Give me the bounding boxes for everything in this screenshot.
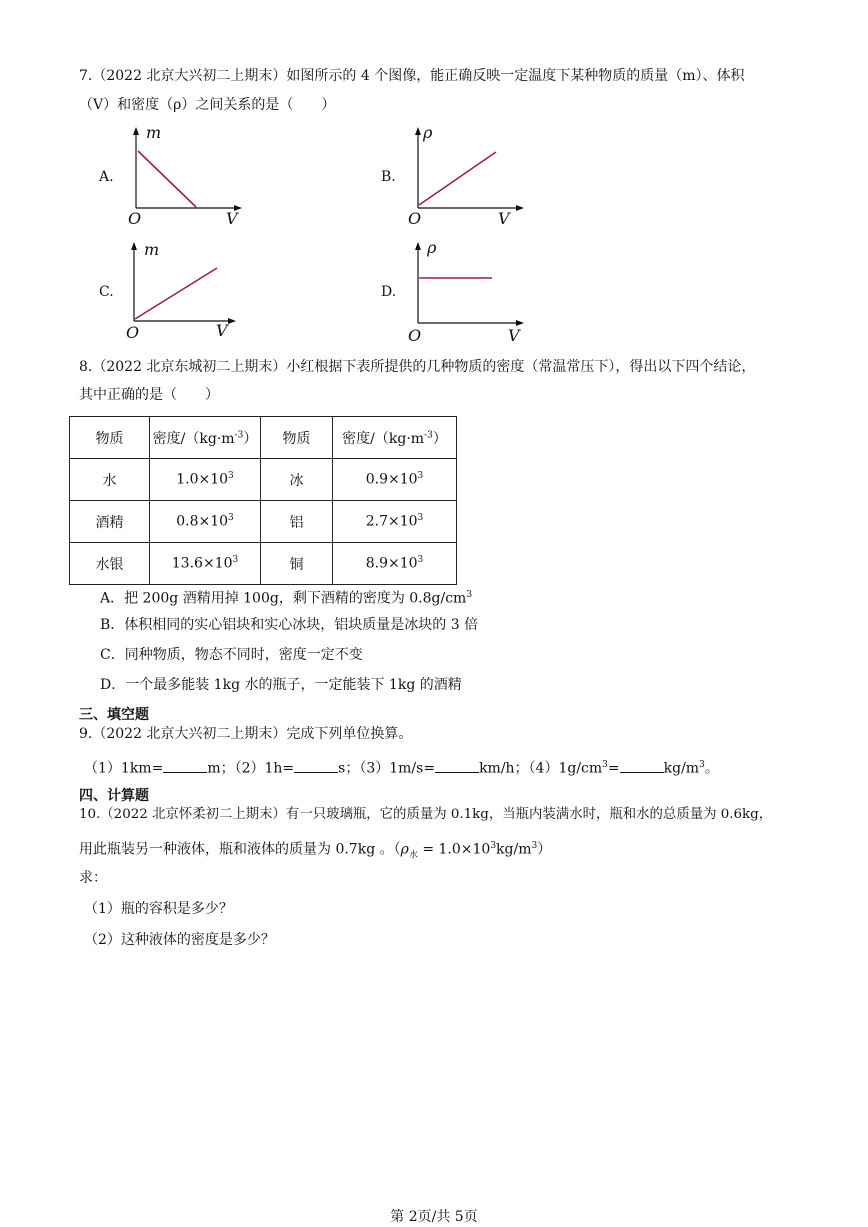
q7-line1: 7.（2022 北京大兴初二上期末）如图所示的 4 个图像，能正确反映一定温度下某种物质的质量（m）、体积 <box>79 68 745 84</box>
table-cell: $8.9\times 10^3$ <box>333 543 457 585</box>
q10-sub2: （2）这种液体的密度是多少？ <box>84 932 275 948</box>
graph-b-x-label: V <box>498 209 510 228</box>
graph-c-y-label: m <box>144 240 160 259</box>
table-header-cell: 物质 <box>261 417 333 459</box>
graph-c-origin: O <box>126 323 140 342</box>
q8-line1: 8.（2022 北京东城初二上期末）小红根据下表所提供的几种物质的密度（常温常压下），得出以下四个结论， <box>79 359 756 375</box>
graph-c-x-label: V <box>216 321 228 340</box>
table-cell: 水银 <box>70 543 150 585</box>
q7-graph-a <box>126 125 256 229</box>
table-cell: $1.0\times 10^3$ <box>150 459 261 501</box>
graph-b-y-label: ρ <box>423 123 433 142</box>
q7-option-b-label: B. <box>381 169 396 185</box>
table-cell: $0.8\times 10^3$ <box>150 501 261 543</box>
graph-d-origin: O <box>408 326 422 345</box>
q8-line2: 其中正确的是（ ） <box>79 387 219 403</box>
blank-1 <box>163 758 207 773</box>
table-cell: 冰 <box>261 459 333 501</box>
q7-graph-c <box>124 240 254 344</box>
q8-option-c: C．同种物质，物态不同时，密度一定不变 <box>100 647 363 663</box>
table-cell: $0.9\times 10^3$ <box>333 459 457 501</box>
table-row <box>70 543 457 585</box>
q10-ask: 求： <box>79 870 107 886</box>
graph-a-y-label: m <box>146 123 162 142</box>
table-cell: 铝 <box>261 501 333 543</box>
q7-line2: （V）和密度（ρ）之间关系的是（ ） <box>79 97 336 113</box>
graph-a-origin: O <box>128 209 142 228</box>
table-header-cell: 密度$/(kg\cdot m^{-3})$ <box>333 417 457 459</box>
q7-option-a-label: A. <box>99 169 114 185</box>
section-fill-in-title: 三、填空题 <box>79 707 149 723</box>
q7-graph-b <box>408 125 538 229</box>
graph-b-line <box>419 152 496 205</box>
graph-a-x-label: V <box>226 209 238 228</box>
blank-2 <box>294 758 338 773</box>
density-table <box>69 416 457 585</box>
table-cell: $13.6\times 10^3$ <box>150 543 261 585</box>
graph-c-line <box>135 268 217 319</box>
table-header-row <box>70 417 457 459</box>
graph-b-origin: O <box>408 209 422 228</box>
q10-line1: 10.（2022 北京怀柔初二上期末）有一只玻璃瓶，它的质量为 0.1kg，当瓶内装满水时，瓶和水的总质量为 0.6kg， <box>79 807 773 822</box>
q8-option-d: D．一个最多能装 1kg 水的瓶子，一定能装下 1kg 的酒精 <box>100 677 462 693</box>
q9-line1: 9.（2022 北京大兴初二上期末）完成下列单位换算。 <box>79 726 413 742</box>
table-header-cell: 物质 <box>70 417 150 459</box>
q7-option-c-label: C. <box>99 284 114 300</box>
table-row <box>70 459 457 501</box>
graph-d-x-label: V <box>508 326 520 345</box>
q8-option-a: A．把 200g 酒精用掉 100g，剩下酒精的密度为 $0.8g/cm^3$ <box>100 590 473 607</box>
blank-4 <box>620 758 664 773</box>
q8-option-b: B．体积相同的实心铝块和实心冰块，铝块质量是冰块的 3 倍 <box>100 617 479 633</box>
table-cell: 水 <box>70 459 150 501</box>
page-footer: 第 2页/共 5页 <box>390 1209 478 1225</box>
table-cell: 铜 <box>261 543 333 585</box>
table-row <box>70 501 457 543</box>
graph-a-line <box>138 151 196 207</box>
q10-line2: 用此瓶装另一种液体，瓶和液体的质量为 0.7kg 。$(\rho_水 = 1.0\times 10^3kg/m^3)$ <box>79 841 552 861</box>
graph-d-y-label: ρ <box>427 238 437 257</box>
q10-sub1: （1）瓶的容积是多少？ <box>84 901 233 917</box>
table-header-cell: 密度$/(kg\cdot m^{-3})$ <box>150 417 261 459</box>
q7-graph-d <box>408 240 538 349</box>
q7-option-d-label: D. <box>381 284 397 300</box>
q9-blanks-line: （1）1km= m；（2）1h= s；（3）1m/s= km/h；$(4)1g/cm^3= kg/m^3$。 <box>84 755 719 779</box>
blank-3 <box>435 758 479 773</box>
table-cell: 酒精 <box>70 501 150 543</box>
table-cell: $2.7\times 10^3$ <box>333 501 457 543</box>
section-calc-title: 四、计算题 <box>79 788 149 804</box>
